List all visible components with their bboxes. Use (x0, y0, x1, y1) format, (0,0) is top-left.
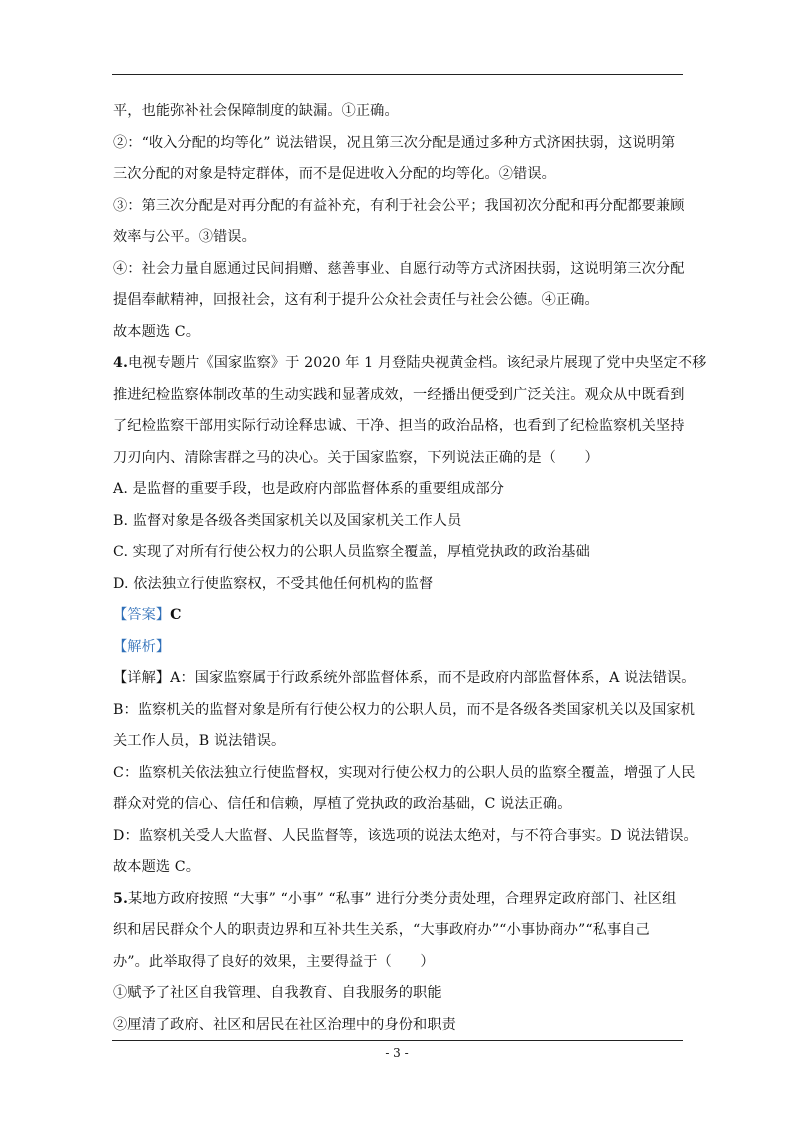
question-5-stem (113, 884, 685, 916)
text-line: ④：社会力量自愿通过民间捐赠、慈善事业、自愿行动等方式济困扶弱，这说明第三次分配 (113, 260, 685, 277)
text-line: 织和居民群众个人的职责边界和互补共生关系，“大事政府办”“小事协商办”“私事自己 (113, 922, 650, 938)
header-rule (112, 74, 683, 75)
text-line: 故本题选 C。 (113, 323, 201, 340)
document-body (113, 96, 707, 1041)
answer-line (113, 600, 685, 632)
detail-text: A：国家监察属于行政系统外部监督体系，而不是政府内部监督体系，A 说法错误。 (170, 670, 696, 686)
text-line: 提倡奉献精神，回报社会，这有利于提升公众社会责任与社会公德。④正确。 (113, 292, 599, 308)
answer-value: C (170, 607, 182, 623)
question-number: 5. (113, 890, 129, 907)
text-line: 三次分配的对象是特定群体，而不是促进收入分配的均等化。②错误。 (113, 166, 556, 182)
detail-tag: 【详解】 (113, 670, 171, 686)
question-number: 4. (113, 355, 129, 371)
text-line: ②：“收入分配的均等化” 说法错误，况且第三次分配是通过多种方式济困扶弱，这说明第 (113, 134, 676, 151)
text-line: 办”。此举取得了良好的效果，主要得益于（ ） (113, 953, 435, 970)
option-2: ②厘清了政府、社区和居民在社区治理中的身份和职责 (113, 1016, 456, 1033)
option-1: ①赋予了社区自我管理、自我教育、自我服务的职能 (113, 985, 442, 1001)
option-c: C. 实现了对所有行使公权力的公职人员监察全覆盖，厚植党执政的政治基础 (113, 544, 590, 560)
page-number: - 3 - (385, 1046, 409, 1060)
detail-line (113, 663, 696, 695)
text-line: D：监察机关受人大监督、人民监督等，该选项的说法太绝对，与不符合事实。D 说法错误。 (113, 827, 698, 844)
text-line: 故本题选 C。 (113, 859, 201, 875)
question-text: 电视专题片《国家监察》于 2020 年 1 月登陆央视黄金档。该纪录片展现了党中央坚定不移 (128, 355, 707, 371)
text-line: ③：第三次分配是对再分配的有益补充，有利于社会公平；我国初次分配和再分配都要兼顾 (113, 197, 685, 214)
analysis-tag: 【解析】 (113, 638, 171, 655)
text-line: 平，也能弥补社会保障制度的缺漏。①正确。 (113, 103, 399, 119)
text-line: 刀刃向内、清除害群之马的决心。关于国家监察，下列说法正确的是（ ） (113, 449, 599, 466)
text-line: B：监察机关的监督对象是所有行使公权力的公职人员，而不是各级各类国家机关以及国家机 (113, 701, 696, 718)
text-line: 效率与公平。③错误。 (113, 229, 256, 245)
option-a: A. 是监督的重要手段，也是政府内部监督体系的重要组成部分 (113, 481, 505, 497)
question-4-stem (113, 348, 707, 380)
footer-rule (112, 1040, 683, 1041)
text-line: C：监察机关依法独立行使监督权，实现对行使公权力的公职人员的监察全覆盖，增强了人民 (113, 764, 696, 781)
question-text: 某地方政府按照 “大事” “小事” “私事” 进行分类分责处理，合理界定政府部门、社区组 (128, 890, 677, 907)
option-d: D. 依法独立行使监察权，不受其他任何机构的监督 (113, 575, 434, 592)
text-line: 群众对党的信心、信任和信赖，厚植了党执政的政治基础，C 说法正确。 (113, 796, 572, 812)
text-line: 了纪检监察干部用实际行动诠释忠诚、干净、担当的政治品格，也看到了纪检监察机关坚持 (113, 418, 685, 434)
option-b: B. 监督对象是各级各类国家机关以及国家机关工作人员 (113, 512, 462, 529)
answer-tag: 【答案】 (113, 607, 171, 623)
text-line: 关工作人员，B 说法错误。 (113, 733, 286, 749)
text-line: 推进纪检监察体制改革的生动实践和显著成效，一经播出便受到广泛关注。观众从中既看到 (113, 386, 685, 403)
